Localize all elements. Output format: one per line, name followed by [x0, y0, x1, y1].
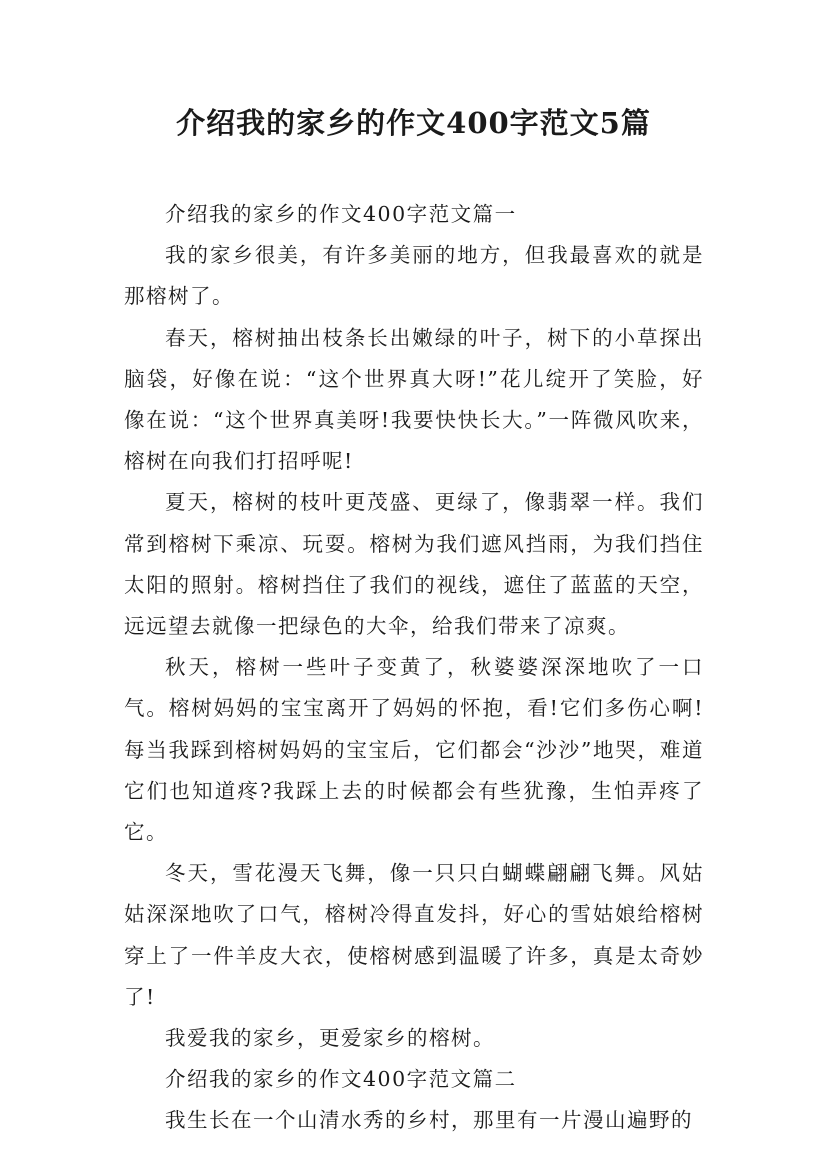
- page-title: 介绍我的家乡的作文400字范文5篇: [176, 106, 651, 140]
- paragraph-intro: 我的家乡很美，有许多美丽的地方，但我最喜欢的就是那榕树了。: [124, 243, 704, 309]
- paragraph-summer: 夏天，榕树的枝叶更茂盛、更绿了，像翡翠一样。我们常到榕树下乘凉、玩耍。榕树为我们遮风挡雨，为我们挡住太阳的照射。榕树挡住了我们的视线，遮住了蓝蓝的天空，远远望去就像一把绿色的大伞，给我们带来了凉爽。: [124, 490, 704, 639]
- paragraph-winter: 冬天，雪花漫天飞舞，像一只只白蝴蝶翩翩飞舞。风姑姑深深地吹了口气，榕树冷得直发抖，好心的雪姑娘给榕树穿上了一件羊皮大衣，使榕树感到温暖了许多，真是太奇妙了!: [124, 861, 704, 1009]
- paragraph-spring: 春天，榕树抽出枝条长出嫩绿的叶子，树下的小草探出脑袋，好像在说：“这个世界真大呀!”花儿绽开了笑脸，好像在说：“这个世界真美呀!我要快快长大。”一阵微风吹来，榕树在向我们打招呼呢!: [124, 325, 704, 474]
- section-heading-1: 介绍我的家乡的作文400字范文篇一: [165, 202, 517, 226]
- paragraph-essay2-start: 我生长在一个山清水秀的乡村，那里有一片漫山遍野的: [165, 1108, 693, 1133]
- document-body: [124, 194, 704, 1142]
- paragraph-autumn: 秋天，榕树一些叶子变黄了，秋婆婆深深地吹了一口气。榕树妈妈的宝宝离开了妈妈的怀抱，看!它们多伤心啊!每当我踩到榕树妈妈的宝宝后，它们都会“沙沙”地哭，难道它们也知道疼?我踩上去的时候都会有些犹豫，生怕弄疼了它。: [124, 655, 704, 845]
- section-heading-2: 介绍我的家乡的作文400字范文篇二: [165, 1067, 517, 1092]
- paragraph-conclusion: 我爱我的家乡，更爱家乡的榕树。: [165, 1026, 495, 1051]
